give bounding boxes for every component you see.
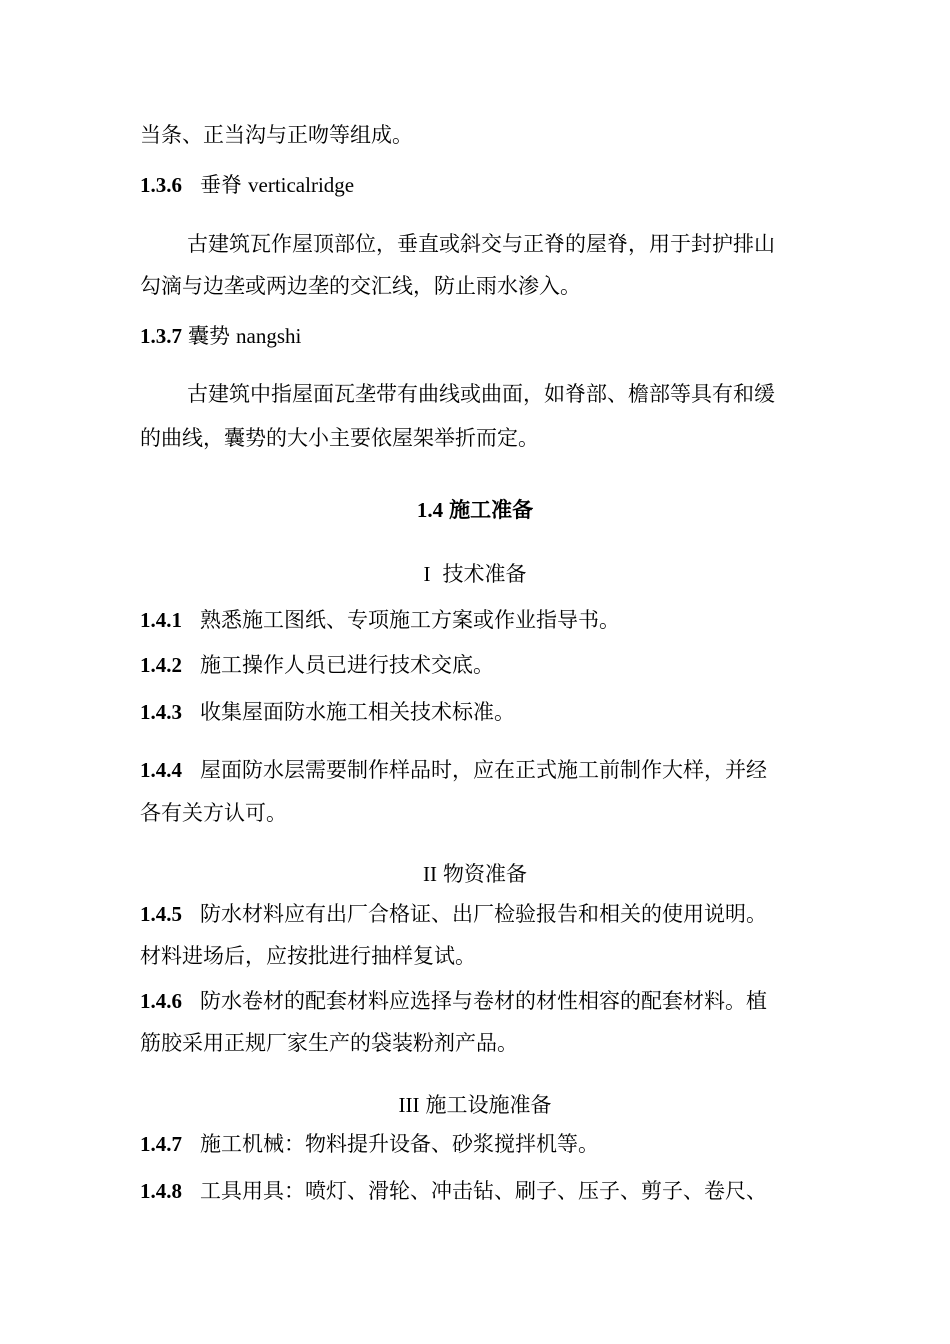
clause-body-text: 古建筑中指屋面瓦垄带有曲线或曲面，如脊部、檐部等具有和缓 xyxy=(187,382,775,406)
clause-title-cn: 垂脊 xyxy=(200,173,242,197)
paragraph-continuation xyxy=(140,121,820,149)
clause-title-cn: 囊势 xyxy=(188,324,230,348)
clause-text: 防水材料应有出厂合格证、出厂检验报告和相关的使用说明。 xyxy=(200,902,767,926)
clause-number: 1.4.7 xyxy=(140,1132,182,1156)
clause-continuation xyxy=(140,799,820,827)
subsection-title: 施工设施准备 xyxy=(425,1093,552,1117)
clause-title-en: nangshi xyxy=(236,324,302,348)
clause-1-4-4 xyxy=(140,756,820,784)
subsection-heading xyxy=(0,1091,950,1119)
clause-number: 1.3.6 xyxy=(140,173,182,197)
subsection-roman: I xyxy=(423,562,431,586)
clause-body-text: 勾滴与边垄或两边垄的交汇线，防止雨水渗入。 xyxy=(140,274,581,298)
clause-1-4-7 xyxy=(140,1130,820,1158)
subsection-roman: II xyxy=(423,862,437,886)
clause-heading-1-3-7 xyxy=(140,322,820,350)
clause-number: 1.4.6 xyxy=(140,989,182,1013)
clause-text: 筋胶采用正规厂家生产的袋装粉剂产品。 xyxy=(140,1031,518,1055)
clause-number: 1.4.4 xyxy=(140,758,182,782)
clause-text: 工具用具：喷灯、滑轮、冲击钻、刷子、压子、剪子、卷尺、 xyxy=(200,1179,767,1203)
clause-number: 1.4.1 xyxy=(140,608,182,632)
clause-1-4-1 xyxy=(140,606,820,634)
clause-text: 各有关方认可。 xyxy=(140,801,287,825)
clause-text: 施工机械：物料提升设备、砂浆搅拌机等。 xyxy=(200,1132,599,1156)
clause-text: 材料进场后，应按批进行抽样复试。 xyxy=(140,944,476,968)
clause-1-4-5 xyxy=(140,900,820,928)
subsection-heading xyxy=(0,860,950,888)
clause-title-en: verticalridge xyxy=(248,173,355,197)
clause-1-4-8 xyxy=(140,1177,820,1205)
clause-body-line xyxy=(187,380,867,408)
subsection-title: 技术准备 xyxy=(442,562,527,586)
clause-heading-1-3-6 xyxy=(140,171,820,199)
clause-body-line xyxy=(140,424,820,452)
clause-number: 1.4.8 xyxy=(140,1179,182,1203)
clause-body-line xyxy=(140,272,820,300)
section-heading xyxy=(0,496,950,524)
clause-body-text: 古建筑瓦作屋顶部位，垂直或斜交与正脊的屋脊，用于封护排山 xyxy=(187,232,775,256)
clause-body-text: 的曲线，囊势的大小主要依屋架举折而定。 xyxy=(140,426,539,450)
subsection-roman: III xyxy=(398,1093,420,1117)
clause-1-4-6 xyxy=(140,987,820,1015)
clause-continuation xyxy=(140,942,820,970)
subsection-title: 物资准备 xyxy=(443,862,527,886)
clause-number: 1.3.7 xyxy=(140,324,182,348)
clause-1-4-2 xyxy=(140,651,820,679)
section-number: 1.4 xyxy=(416,498,444,522)
clause-text: 屋面防水层需要制作样品时，应在正式施工前制作大样，并经 xyxy=(200,758,767,782)
clause-text: 收集屋面防水施工相关技术标准。 xyxy=(200,700,515,724)
clause-body-line xyxy=(187,230,867,258)
clause-text: 施工操作人员已进行技术交底。 xyxy=(200,653,494,677)
clause-number: 1.4.2 xyxy=(140,653,182,677)
clause-text: 熟悉施工图纸、专项施工方案或作业指导书。 xyxy=(200,608,620,632)
subsection-heading xyxy=(0,560,950,588)
section-title: 施工准备 xyxy=(449,497,534,522)
clause-text: 防水卷材的配套材料应选择与卷材的材性相容的配套材料。植 xyxy=(200,989,767,1013)
clause-1-4-3 xyxy=(140,698,820,726)
clause-number: 1.4.3 xyxy=(140,700,182,724)
paragraph-text: 当条、正当沟与正吻等组成。 xyxy=(140,123,413,147)
clause-number: 1.4.5 xyxy=(140,902,182,926)
clause-continuation xyxy=(140,1029,820,1057)
